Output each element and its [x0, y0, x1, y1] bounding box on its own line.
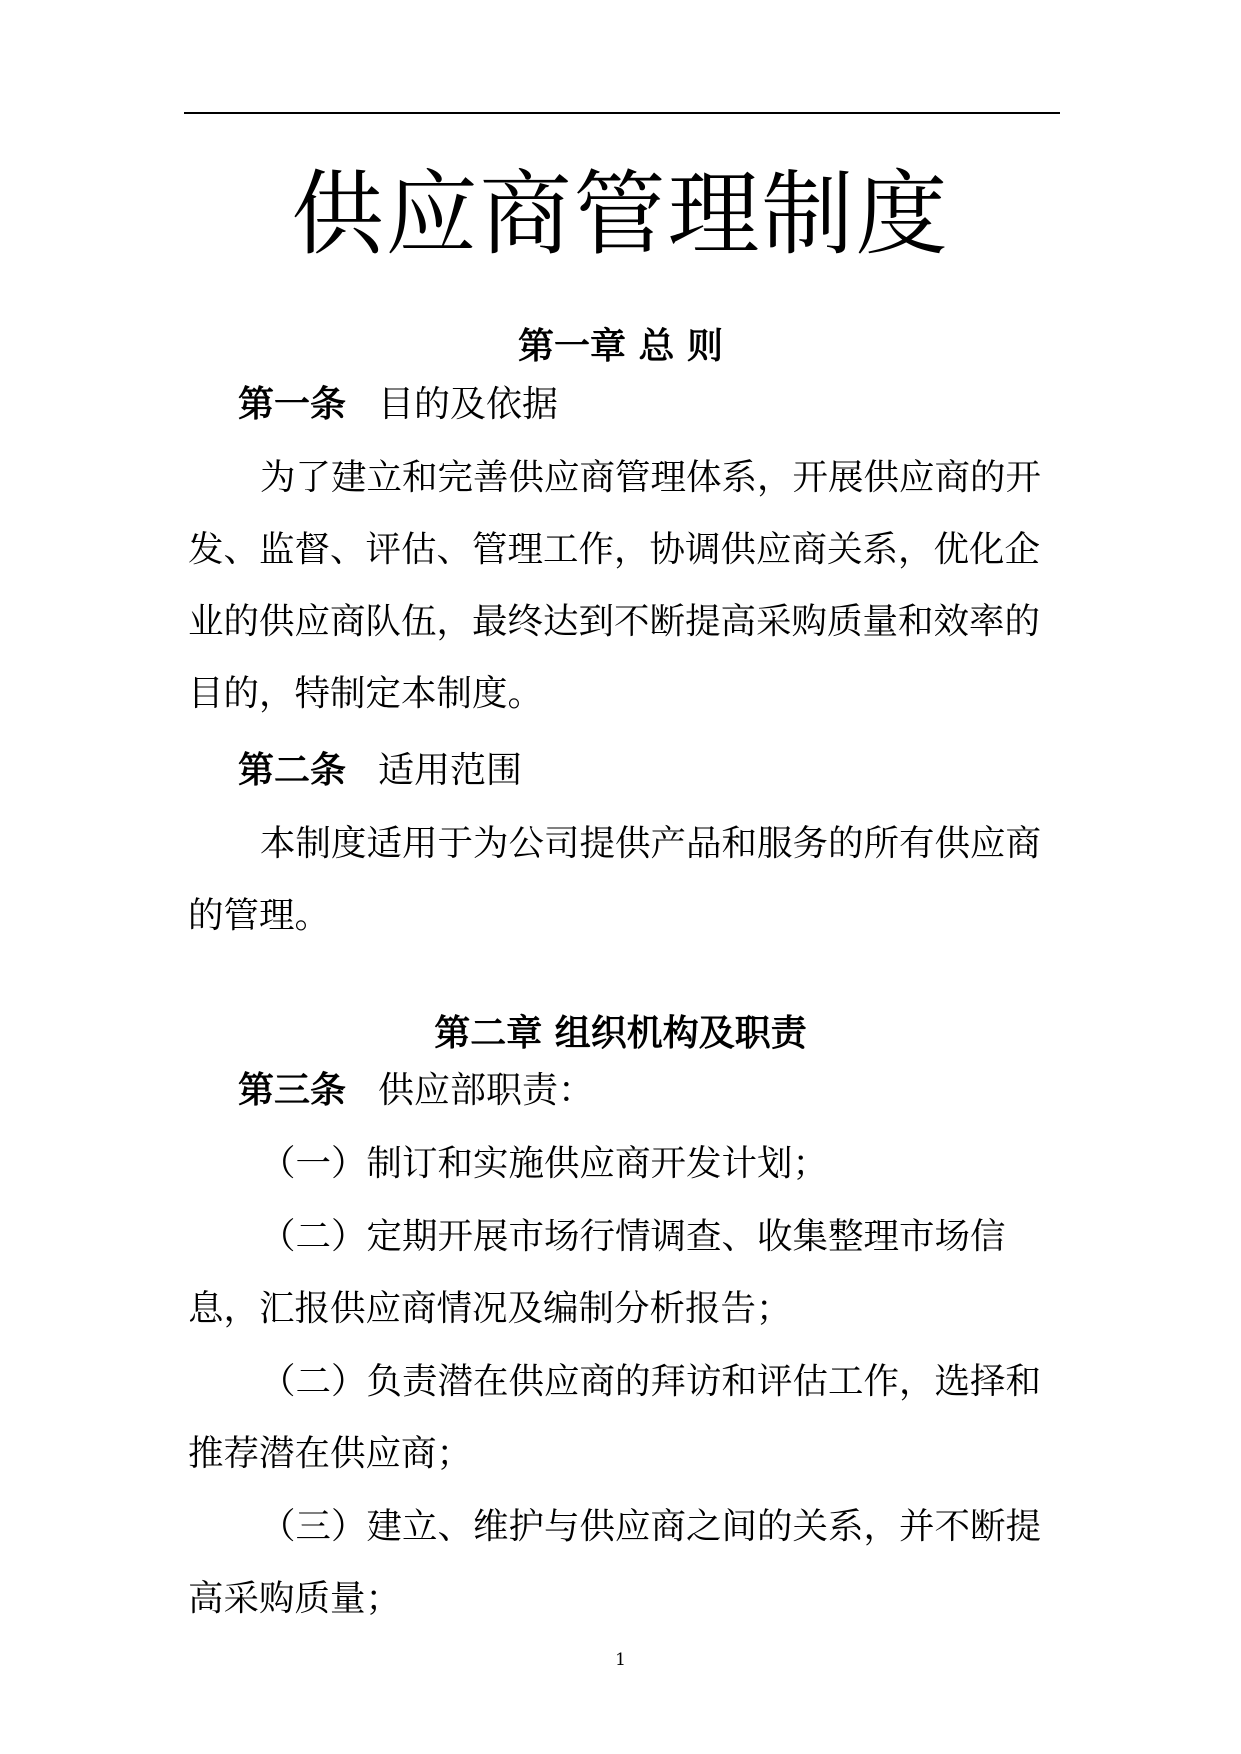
article-1-title: 目的及依据 — [378, 384, 559, 425]
article-3-title: 供应部职责： — [378, 1070, 595, 1111]
article-3-item-3: （二）负责潜在供应商的拜访和评估工作，选择和推荐潜在供应商； — [188, 1361, 1042, 1474]
document-title: 供应商管理制度 — [291, 161, 950, 268]
header-rule — [184, 112, 1060, 114]
chapter-1-heading: 第一章 总 则 — [517, 325, 724, 367]
article-3-item-1: （一）制订和实施供应商开发计划； — [260, 1143, 829, 1184]
article-3-number: 第三条 — [238, 1069, 347, 1111]
chapter-2-heading: 第二章 组织机构及职责 — [434, 1012, 807, 1054]
article-3-item-4: （三）建立、维护与供应商之间的关系，并不断提高采购质量； — [188, 1506, 1042, 1619]
page-number: 1 — [615, 1650, 626, 1670]
article-2-heading — [238, 748, 522, 793]
article-1-number: 第一条 — [238, 383, 347, 425]
article-2-number: 第二条 — [238, 749, 347, 791]
article-3-item-2: （二）定期开展市场行情调查、收集整理市场信息，汇报供应商情况及编制分析报告； — [188, 1216, 1006, 1329]
article-1-body: 为了建立和完善供应商管理体系，开展供应商的开发、监督、评估、管理工作，协调供应商关系，优化企业的供应商队伍，最终达到不断提高采购质量和效率的目的，特制定本制度。 — [188, 457, 1042, 714]
article-1-heading — [238, 382, 558, 427]
article-2-title: 适用范围 — [378, 750, 523, 791]
article-3-heading — [238, 1068, 594, 1113]
article-2-body: 本制度适用于为公司提供产品和服务的所有供应商的管理。 — [188, 823, 1042, 936]
